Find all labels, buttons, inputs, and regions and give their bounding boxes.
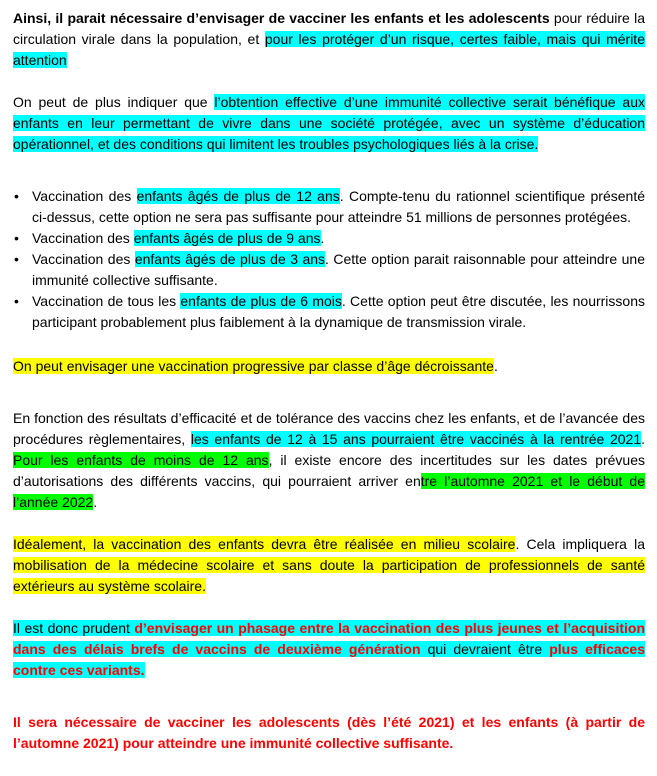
cyan-highlight: enfants âgés de plus de 9 ans [133,230,321,246]
paragraph-progressive [13,356,645,377]
blank-line [13,155,645,186]
text-run: . [93,494,98,510]
paragraph-timeline [13,408,645,513]
text-run: . [320,230,325,246]
text-run: Vaccination de tous les [32,293,181,309]
text-run: Vaccination des [32,251,135,267]
blank-line [13,71,645,92]
bullet-icon: • [14,188,19,204]
green-highlight: tre l’automne 2021 et le début de l’année 2022 [13,473,645,510]
blank-line [13,513,645,534]
paragraph-intro [13,8,645,71]
cyan-highlight-red-bold: plus efficaces contre ces variants. [13,641,646,678]
text-run: . [641,431,646,447]
yellow-highlight: Idéalement, la vaccination des enfants devra être réalisée en milieu scolaire [13,536,516,552]
list-item [13,186,645,228]
cyan-highlight: qui devraient être [420,641,550,657]
bullet-icon: • [14,293,19,309]
text-run: . [493,358,498,374]
text-run: On peut de plus indiquer que [13,94,215,110]
yellow-highlight: On peut envisager une vaccination progressive par classe d’âge décroissante [13,358,494,374]
cyan-highlight: pour les protéger d’un risque, certes faible, mais qui mérite attention [13,31,645,68]
cyan-highlight: l’obtention effective d’une immunité collective serait bénéfique aux enfants en leur permettant de vivre dans une société protégée, avec un système d’éducation opérationnel, et des conditions qui limitent les troubles psychologiques liés à la crise. [13,94,645,152]
blank-line [13,333,645,356]
paragraph-immunity [13,92,645,155]
yellow-highlight: mobilisation de la médecine scolaire et sans doute la participation de professionnels de santé extérieurs au système scolaire. [13,557,645,594]
list-item [13,228,645,249]
bullet-list [13,186,645,333]
blank-line [13,377,645,408]
bullet-icon: • [14,230,19,246]
text-run: . Compte-tenu du rationnel scientifique présenté ci-dessus, cette option ne sera pas suffisante pour atteindre 51 millions de personnes protégées. [32,188,645,225]
list-item [13,291,645,333]
text-run: Vaccination des [32,188,137,204]
cyan-highlight-red-bold: d’envisager un phasage entre la vaccination des plus jeunes et l’acquisition dans des délais brefs de vaccins de deuxième génération [13,620,645,657]
text-run: . Cela impliquera la [515,536,645,552]
bold-lead: Ainsi, il parait nécessaire d’envisager de vacciner les enfants et les adolescents [13,10,550,26]
cyan-highlight: les enfants de 12 à 15 ans pourraient être vaccinés à la rentrée 2021 [190,431,642,447]
paragraph-conclusion: Il sera nécessaire de vacciner les adolescents (dès l’été 2021) et les enfants (à partir de l’automne 2021) pour atteindre une immunité collective suffisante. [13,714,645,751]
text-run: . Cette option parait raisonnable pour atteindre une immunité collective suffisante. [32,251,645,288]
text-run: . Cette option peut être discutée, les nourrissons participant probablement plus faiblement à la dynamique de transmission virale. [32,293,645,330]
text-run: pour réduire la circulation virale dans la population, et [13,10,645,47]
green-highlight: Pour les enfants de moins de 12 ans [13,452,269,468]
paragraph-school [13,534,645,597]
text-run: , il existe encore des incertitudes sur les dates prévues d’autorisations des différents vaccins, qui pourraient arriver en [13,452,646,489]
cyan-highlight: enfants âgés de plus de 12 ans [136,188,340,204]
cyan-highlight: enfants âgés de plus de 3 ans [134,251,326,267]
blank-line [13,681,645,712]
bullet-icon: • [14,251,19,267]
cyan-highlight: Il est donc prudent [13,620,135,636]
text-run: En fonction des résultats d’efficacité et de tolérance des vaccins chez les enfants, et de l’avancée des procédures règlementaires, [13,410,645,447]
blank-line [13,597,645,618]
text-run: Vaccination des [32,230,134,246]
cyan-highlight: enfants de plus de 6 mois [180,293,342,309]
list-item [13,249,645,291]
paragraph-phasing [13,618,645,681]
